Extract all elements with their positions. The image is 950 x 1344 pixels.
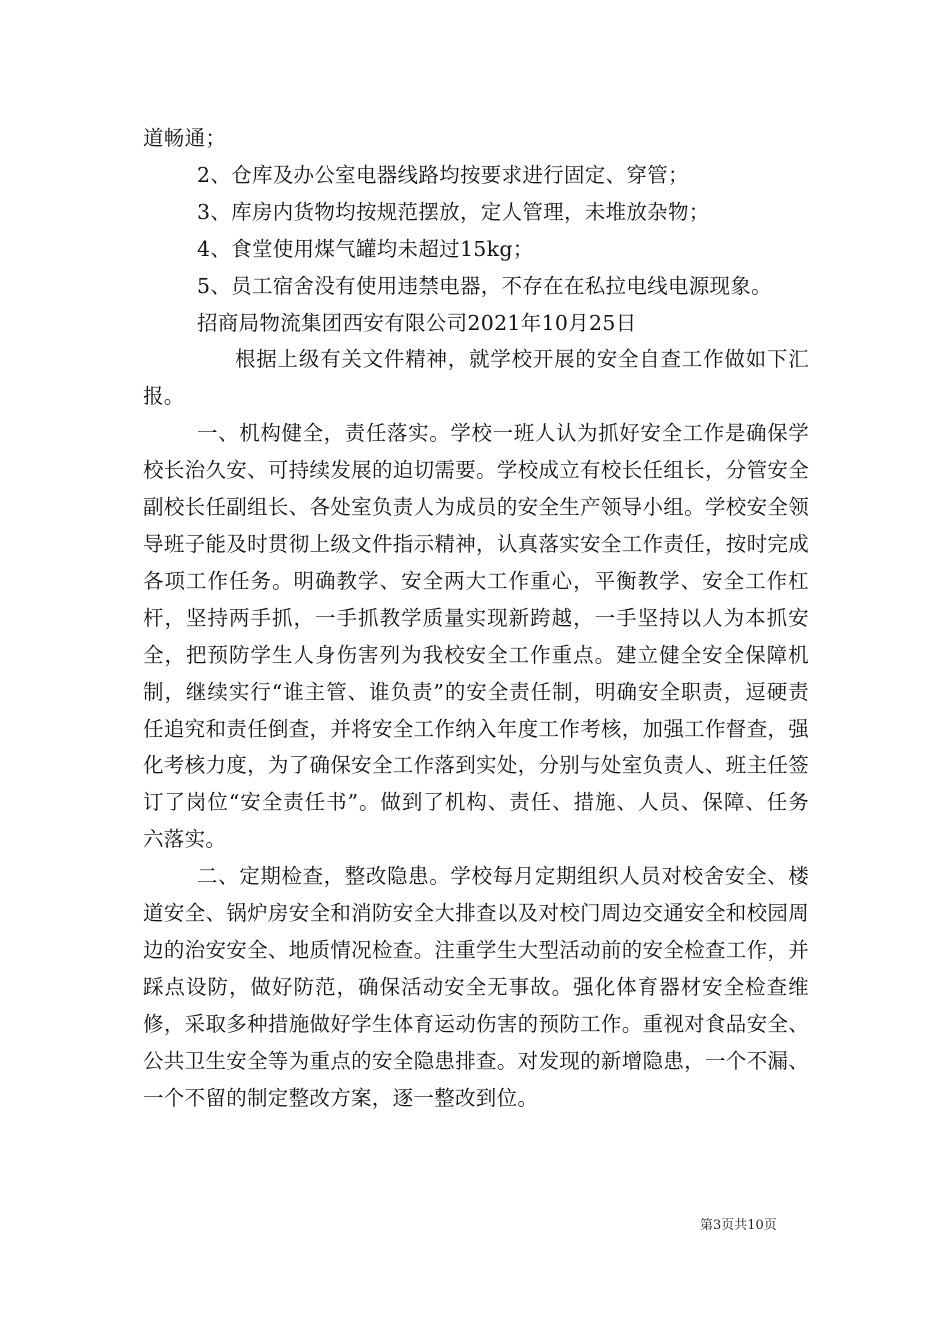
document-body xyxy=(143,120,809,1116)
list-item-gas-tank: 4、食堂使用煤气罐均未超过15kg； xyxy=(197,236,534,261)
list-item-wiring: 2、仓库及办公室电器线路均按要求进行固定、穿管； xyxy=(197,162,689,187)
signature-line: 招商局物流集团西安有限公司2021年10月25日 xyxy=(197,310,637,335)
page-number: 第3页共10页 xyxy=(700,1218,777,1233)
paragraph-continuation: 道畅通； xyxy=(143,126,227,150)
list-item-dormitory: 5、员工宿舍没有使用违禁电器，不存在在私拉电线电源现象。 xyxy=(197,273,772,298)
paragraph-section-one: 一、机构健全，责任落实。学校一班人认为抓好安全工作是确保学校长治久安、可持续发展的迫切需要。学校成立有校长任组长，分管安全副校长任副组长、各处室负责人为成员的安全生产领导小组。学校安全领导班子能及时贯彻上级文件指示精神，认真落实安全工作责任，按时完成各项工作任务。明确教学、安全两大工作重心，平衡教学、安全工作杠杆，坚持两手抓，一手抓教学质量实现新跨越，一手坚持以人为本抓安全，把预防学生人身伤害列为我校安全工作重点。建立健全安全保障机制，继续实行“谁主管、谁负责”的安全责任制，明确安全职责，逗硬责任追究和责任倒查，并将安全工作纳入年度工作考核，加强工作督查，强化考核力度，为了确保安全工作落到实处，分别与处室负责人、班主任签订了岗位“安全责任书”。做到了机构、责任、措施、人员、保障、任务六落实。 xyxy=(143,421,809,852)
list-item-storage: 3、库房内货物均按规范摆放，定人管理，未堆放杂物； xyxy=(197,199,710,224)
paragraph-section-two: 二、定期检查，整改隐患。学校每月定期组织人员对校舍安全、楼道安全、锅炉房安全和消防安全大排查以及对校门周边交通安全和校园周边的治安安全、地质情况检查。注重学生大型活动前的安全检查工作，并踩点设防，做好防范，确保活动安全无事故。强化体育器材安全检查维修，采取多种措施做好学生体育运动伤害的预防工作。重视对食品安全、公共卫生安全等为重点的安全隐患排查。对发现的新增隐患，一个不漏、一个不留的制定整改方案，逐一整改到位。 xyxy=(143,864,809,1110)
paragraph-intro: 根据上级有关文件精神，就学校开展的安全自查工作做如下汇报。 xyxy=(143,347,809,409)
